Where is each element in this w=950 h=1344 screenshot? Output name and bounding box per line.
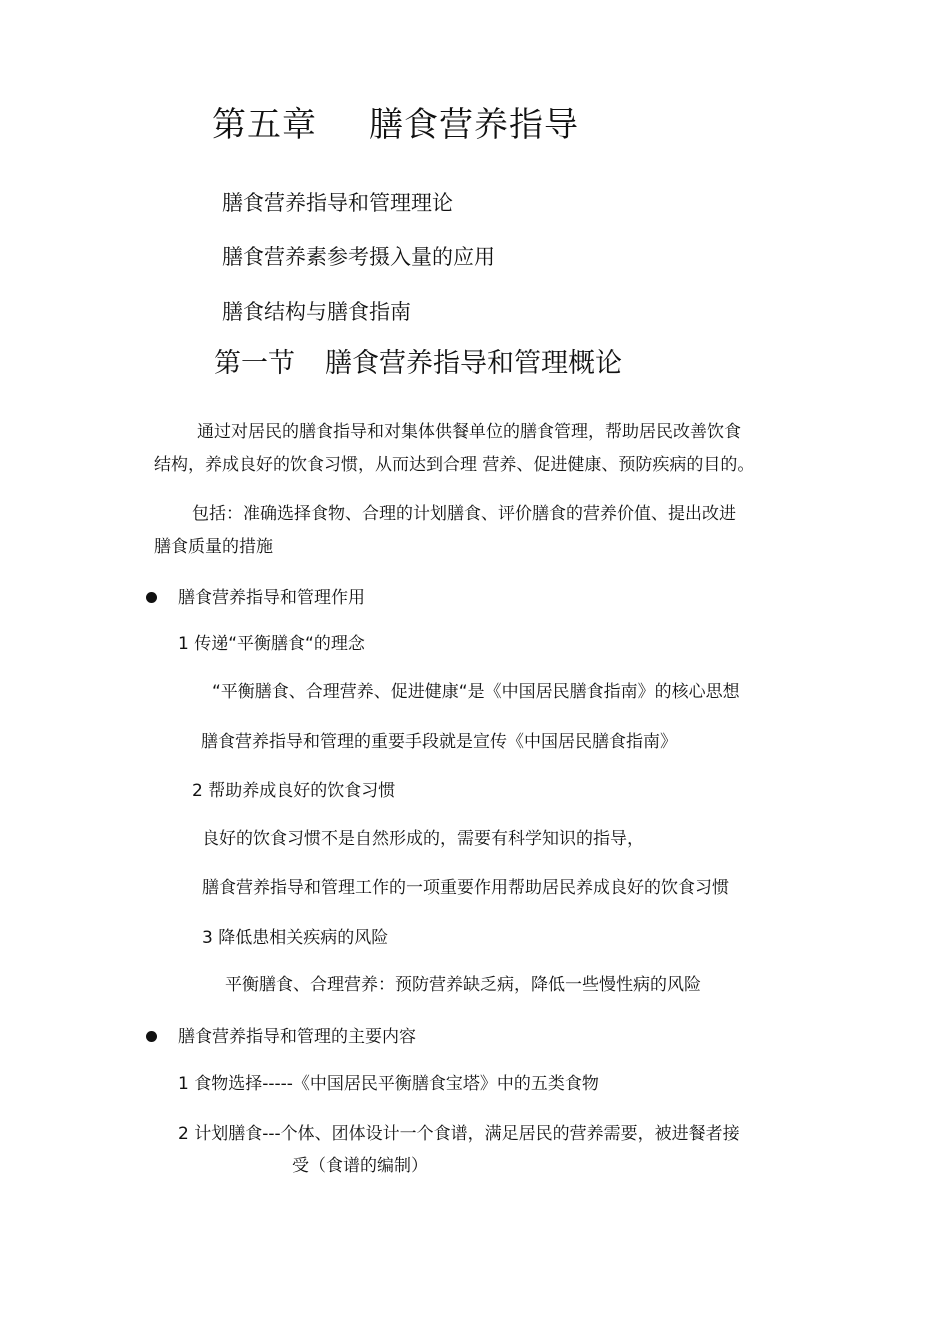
list-item: 1 传递“平衡膳食“的理念: [178, 634, 365, 654]
list-item: 膳食营养指导和管理的重要手段就是宣传《中国居民膳食指南》: [201, 732, 677, 752]
chapter-title: [212, 103, 579, 147]
list-item: 膳食营养指导和管理工作的一项重要作用帮助居民养成良好的饮食习惯: [202, 878, 729, 898]
includes-paragraph-line: 膳食质量的措施: [154, 537, 273, 557]
outline-item: 膳食结构与膳食指南: [222, 300, 411, 324]
section-number: 第一节: [214, 348, 295, 379]
list-item: 2 计划膳食---个体、团体设计一个食谱，满足居民的营养需要，被进餐者接: [178, 1124, 740, 1144]
includes-paragraph-line: 包括：准确选择食物、合理的计划膳食、评价膳食的营养价值、提出改进: [192, 504, 736, 524]
list-item: 1 食物选择-----《中国居民平衡膳食宝塔》中的五类食物: [178, 1074, 599, 1094]
chapter-number: 第五章: [212, 105, 317, 145]
list-item: 2 帮助养成良好的饮食习惯: [192, 781, 396, 801]
list-item: 良好的饮食习惯不是自然形成的，需要有科学知识的指导，: [202, 829, 644, 849]
bullet-dot-icon: [146, 1031, 157, 1042]
list-item: 受（食谱的编制）: [292, 1156, 428, 1176]
intro-paragraph-line: 结构，养成良好的饮食习惯，从而达到合理 营养、促进健康、预防疾病的目的。: [154, 455, 755, 475]
bullet-heading: 膳食营养指导和管理的主要内容: [178, 1027, 416, 1047]
list-item: 3 降低患相关疾病的风险: [202, 928, 389, 948]
intro-paragraph-line: 通过对居民的膳食指导和对集体供餐单位的膳食管理，帮助居民改善饮食: [197, 422, 741, 442]
bullet-heading: 膳食营养指导和管理作用: [178, 588, 365, 608]
section-title: [214, 345, 622, 383]
section-name: 膳食营养指导和管理概论: [325, 348, 622, 379]
outline-item: 膳食营养素参考摄入量的应用: [222, 245, 495, 269]
outline-item: 膳食营养指导和管理理论: [222, 191, 453, 215]
chapter-name: 膳食营养指导: [369, 105, 579, 145]
bullet-dot-icon: [146, 592, 157, 603]
list-item: 平衡膳食、合理营养：预防营养缺乏病，降低一些慢性病的风险: [225, 975, 701, 995]
list-item: “平衡膳食、合理营养、促进健康“是《中国居民膳食指南》的核心思想: [212, 682, 740, 702]
